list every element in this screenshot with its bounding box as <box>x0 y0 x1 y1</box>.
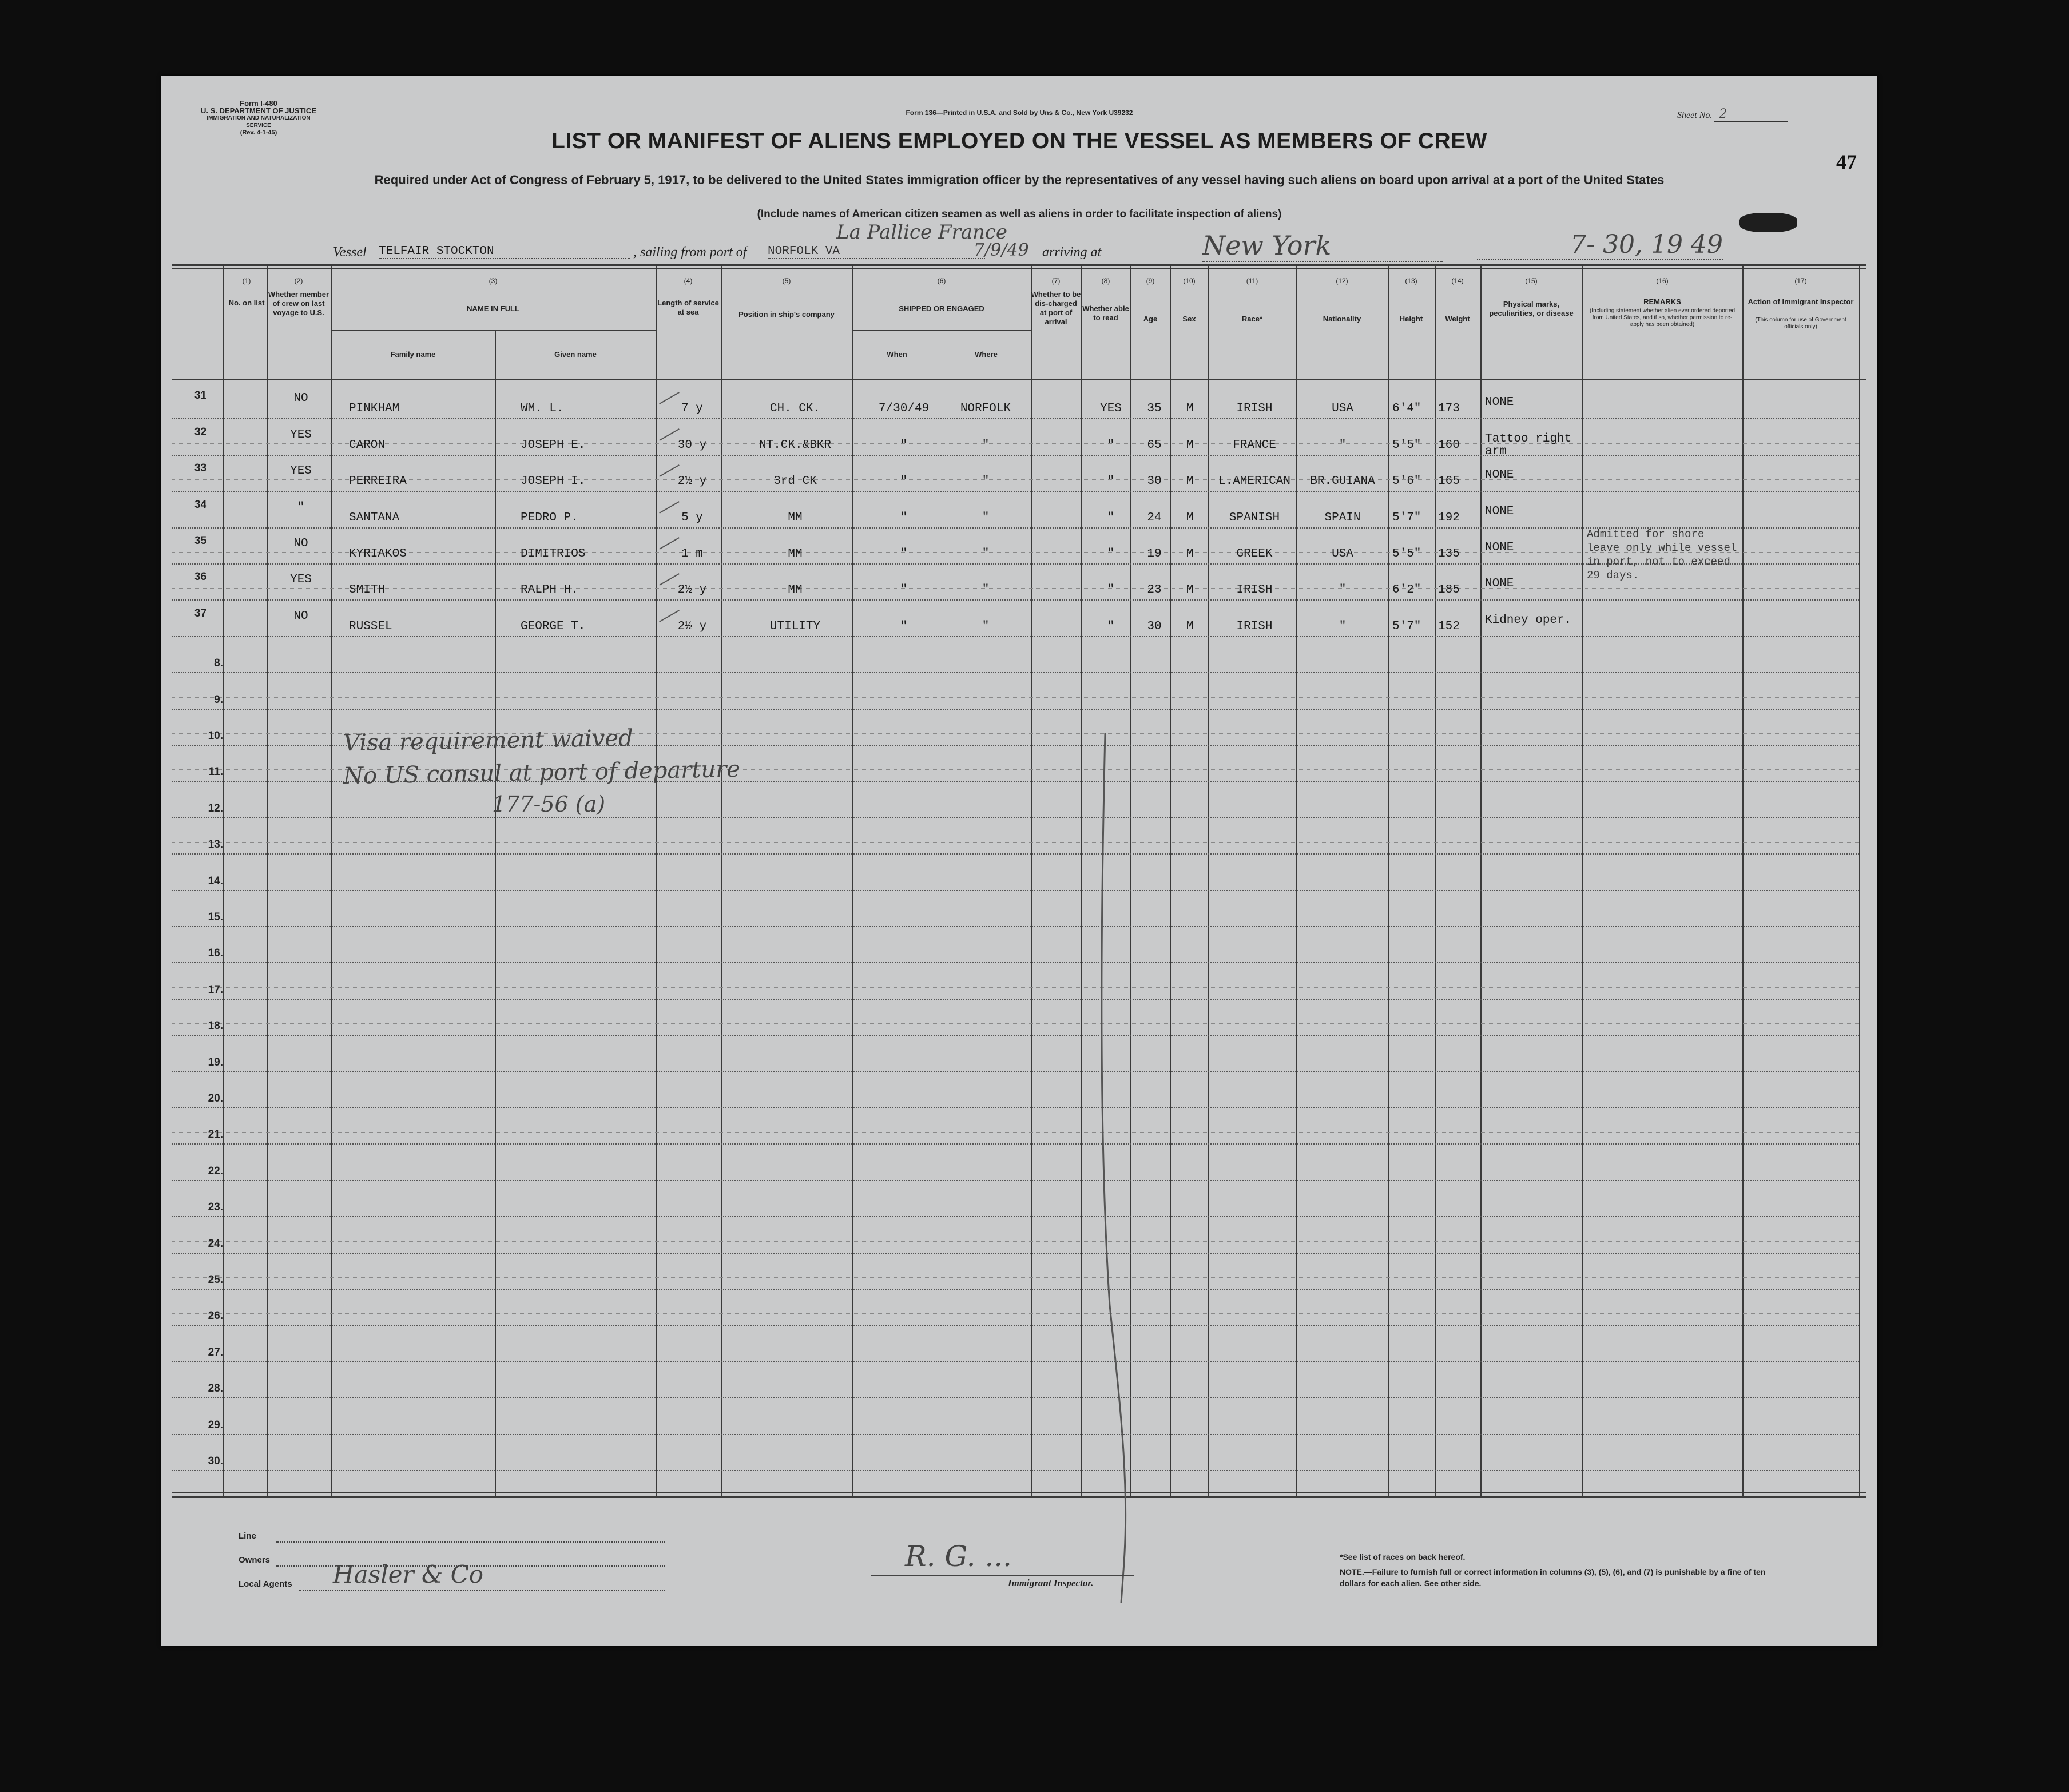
col-number: (13) <box>1405 277 1417 285</box>
crew-given: WM. L. <box>521 402 564 415</box>
crew-weight: 152 <box>1438 620 1460 633</box>
crew-where: " <box>982 620 990 633</box>
crew-race: GREEK <box>1236 547 1273 561</box>
crew-no: 32 <box>194 426 207 438</box>
row-rule <box>172 636 1859 637</box>
col-number: (5) <box>782 277 791 285</box>
crew-sex: M <box>1186 475 1194 488</box>
crew-read: " <box>1107 439 1115 452</box>
races-note: *See list of races on back hereof. <box>1340 1552 1466 1561</box>
vessel-label: Vessel <box>333 245 367 260</box>
crew-given: JOSEPH I. <box>521 475 586 488</box>
header-remarks: REMARKS <box>1643 297 1681 306</box>
col-number: (9) <box>1146 277 1155 285</box>
crew-last: YES <box>290 464 312 478</box>
crew-when: " <box>900 620 908 633</box>
crew-no: 37 <box>194 607 207 619</box>
row-number: 24. <box>208 1238 223 1250</box>
row-rule <box>172 1325 1859 1326</box>
row-number: 10. <box>208 730 223 742</box>
crew-race: SPANISH <box>1229 511 1280 525</box>
crew-given: PEDRO P. <box>521 511 578 525</box>
col-number: (4) <box>684 277 693 285</box>
header-able-to-read: Whether able to read <box>1082 304 1129 322</box>
sheet-label: Sheet No. <box>1677 110 1713 120</box>
sailing-port: NORFOLK VA <box>768 245 985 259</box>
include-note: (Include names of American citizen seamen as well as aliens in order to facilitate inspection of aliens) <box>757 208 1282 220</box>
crew-height: 5'6" <box>1392 475 1421 488</box>
crew-marks: NONE <box>1485 396 1514 409</box>
row-rule <box>172 1470 1859 1471</box>
crew-race: IRISH <box>1236 583 1273 597</box>
crew-where: " <box>982 511 990 525</box>
crew-where: " <box>982 583 990 597</box>
footer-owners-label: Owners <box>239 1555 271 1565</box>
header-position: Position in ship's company <box>738 310 835 319</box>
inspector-signature-line <box>871 1575 1134 1576</box>
row-number: 8. <box>214 657 223 669</box>
crew-position: MM <box>788 511 803 525</box>
pen-stroke <box>1075 733 1155 1608</box>
crew-weight: 165 <box>1438 475 1460 488</box>
row-number: 30. <box>208 1455 223 1467</box>
header-height: Height <box>1399 315 1423 323</box>
note-text: Failure to furnish full or correct information in columns (3), (5), (6), and (7) is punishable by a fine of ten dollars for each alien. See other side. <box>1340 1567 1766 1588</box>
header-shipped-or-engaged: SHIPPED OR ENGAGED <box>899 304 984 313</box>
crew-where: NORFOLK <box>960 402 1011 415</box>
row-rule <box>172 1216 1859 1217</box>
crew-nationality: " <box>1339 620 1347 633</box>
crew-race: L.AMERICAN <box>1218 475 1291 488</box>
crew-last: NO <box>293 610 308 623</box>
row-rule <box>172 1180 1859 1181</box>
row-rule <box>172 455 1859 456</box>
crew-family: SANTANA <box>349 511 400 525</box>
col-number: (2) <box>294 277 303 285</box>
crew-age: 19 <box>1147 547 1162 561</box>
crew-family: PERREIRA <box>349 475 407 488</box>
crew-last: NO <box>293 392 308 405</box>
crew-weight: 185 <box>1438 583 1460 597</box>
header-inspector-note: (This column for use of Government officials only) <box>1755 317 1846 330</box>
crew-race: IRISH <box>1236 620 1273 633</box>
service-name: IMMIGRATION AND NATURALIZATION SERVICE <box>206 115 311 129</box>
col-number: (7) <box>1051 277 1061 285</box>
row-number: 11. <box>208 766 223 778</box>
col-number: (8) <box>1101 277 1110 285</box>
col-number: (15) <box>1525 277 1538 285</box>
header-physical-marks: Physical marks, peculiarities, or disease <box>1489 300 1574 317</box>
crew-given: JOSEPH E. <box>521 439 586 452</box>
row-rule <box>172 1253 1859 1254</box>
row-subrule <box>172 842 1859 843</box>
header-remarks-note: (Including statement whether alien ever ordered deported from United States, and if so, whether permission to re-apply has been obtained) <box>1589 308 1736 328</box>
crew-given: DIMITRIOS <box>521 547 586 561</box>
col-number: (12) <box>1336 277 1348 285</box>
arriving-date-handwritten: 7- 30, 19 49 <box>1477 230 1723 260</box>
vessel-line <box>333 221 1740 269</box>
crew-when: " <box>900 511 908 525</box>
crew-last: YES <box>290 428 312 442</box>
row-number: 13. <box>208 839 223 851</box>
footer-line-field <box>276 1541 665 1543</box>
header-when: When <box>887 350 907 359</box>
row-rule <box>172 599 1859 601</box>
crew-weight: 135 <box>1438 547 1460 561</box>
remarks-stamp: Admitted for shore leave only while vessel in port, not to exceed 29 days. <box>1587 528 1737 582</box>
row-subrule <box>172 1277 1859 1278</box>
crew-age: 30 <box>1147 475 1162 488</box>
crew-position: CH. CK. <box>769 402 821 415</box>
crew-height: 5'5" <box>1392 439 1421 452</box>
ink-blot <box>1739 213 1797 232</box>
crew-no: 31 <box>194 390 207 402</box>
col-number: (3) <box>489 277 498 285</box>
crew-read: YES <box>1100 402 1122 415</box>
sheet-number <box>1677 107 1788 122</box>
col-number: (10) <box>1183 277 1196 285</box>
row-number: 21. <box>208 1129 223 1141</box>
header-sex: Sex <box>1182 315 1196 323</box>
crew-height: 5'7" <box>1392 511 1421 525</box>
revision-date: (Rev. 4-1-45) <box>240 129 277 136</box>
header-race: Race* <box>1241 315 1263 323</box>
col-number: (11) <box>1246 277 1258 285</box>
row-subrule <box>172 1132 1859 1133</box>
crew-where: " <box>982 475 990 488</box>
crew-service: 5 y <box>681 511 703 525</box>
row-rule <box>172 1143 1859 1145</box>
sailing-date-handwritten: 7/9/49 <box>974 240 1029 260</box>
crew-position: 3rd CK <box>773 475 817 488</box>
crew-when: " <box>900 439 908 452</box>
fine-note <box>1340 1566 1786 1589</box>
crew-given: RALPH H. <box>521 583 578 597</box>
crew-when: 7/30/49 <box>878 402 930 415</box>
handwritten-consul-note: No US consul at port of departure <box>343 756 741 790</box>
crew-no: 33 <box>194 462 207 474</box>
crew-read: " <box>1107 511 1115 525</box>
header-age: Age <box>1143 315 1158 323</box>
row-subrule <box>172 1023 1859 1024</box>
row-rule <box>172 1434 1859 1435</box>
row-number: 28. <box>208 1382 223 1394</box>
crew-position: MM <box>788 583 803 597</box>
crew-position: UTILITY <box>769 620 821 633</box>
crew-when: " <box>900 475 908 488</box>
row-rule <box>172 817 1859 818</box>
row-number: 12. <box>208 802 223 814</box>
header-length-of-service: Length of service at sea <box>657 299 719 316</box>
handwritten-section-note: 177-56 (a) <box>492 792 606 817</box>
crew-when: " <box>900 583 908 597</box>
arriving-label: arriving at <box>1042 245 1102 260</box>
crew-weight: 192 <box>1438 511 1460 525</box>
crew-last: " <box>297 501 305 514</box>
row-number: 26. <box>208 1310 223 1322</box>
crew-weight: 160 <box>1438 439 1460 452</box>
crew-weight: 173 <box>1438 402 1460 415</box>
crew-nationality: USA <box>1332 547 1353 561</box>
crew-age: 30 <box>1147 620 1162 633</box>
page-title: LIST OR MANIFEST OF ALIENS EMPLOYED ON THE VESSEL AS MEMBERS OF CREW <box>551 129 1487 153</box>
crew-sex: M <box>1186 511 1194 525</box>
crew-sex: M <box>1186 583 1194 597</box>
crew-nationality: " <box>1339 583 1347 597</box>
crew-read: " <box>1107 583 1115 597</box>
header-nationality: Nationality <box>1323 315 1361 323</box>
crew-last: NO <box>293 537 308 550</box>
crew-marks: NONE <box>1485 577 1514 590</box>
col-number: (16) <box>1656 277 1669 285</box>
crew-no: 35 <box>194 535 207 547</box>
row-number: 25. <box>208 1274 223 1286</box>
row-number: 18. <box>208 1020 223 1032</box>
crew-family: SMITH <box>349 583 386 597</box>
col-number: (6) <box>937 277 946 285</box>
crew-where: " <box>982 547 990 561</box>
requirement-text: Required under Act of Congress of February 5, 1917, to be delivered to the United States immigration officer by the representatives of any vessel having such aliens on board upon arrival at a port of the United States <box>374 173 1665 187</box>
header-where: Where <box>975 350 998 359</box>
form-number: Form I-480 <box>240 99 277 108</box>
header-discharged: Whether to be dis-charged at port of arrival <box>1031 290 1081 326</box>
crew-no: 36 <box>194 571 207 583</box>
crew-read: " <box>1107 547 1115 561</box>
col-number: (17) <box>1794 277 1807 285</box>
crew-height: 6'2" <box>1392 583 1421 597</box>
row-rule <box>172 890 1859 891</box>
crew-family: RUSSEL <box>349 620 392 633</box>
row-rule <box>172 418 1859 419</box>
crew-sex: M <box>1186 620 1194 633</box>
header-no-on-list: No. on list <box>228 299 265 307</box>
crew-where: " <box>982 439 990 452</box>
crew-age: 65 <box>1147 439 1162 452</box>
crew-read: " <box>1107 475 1115 488</box>
header-inspector-action: Action of Immigrant Inspector <box>1748 297 1854 306</box>
footer-agents-label: Local Agents <box>239 1579 292 1589</box>
row-number: 16. <box>208 947 223 959</box>
crew-family: KYRIAKOS <box>349 547 407 561</box>
row-rule <box>172 491 1859 492</box>
crew-sex: M <box>1186 402 1194 415</box>
row-rule <box>172 999 1859 1000</box>
crew-service: 2½ y <box>677 475 707 488</box>
crew-height: 6'4" <box>1392 402 1421 415</box>
crew-family: CARON <box>349 439 386 452</box>
crew-marks: Kidney oper. <box>1485 614 1572 627</box>
row-number: 23. <box>208 1201 223 1213</box>
row-number: 27. <box>208 1346 223 1358</box>
sailing-label: , sailing from port of <box>633 245 747 260</box>
col-number: (14) <box>1451 277 1464 285</box>
crew-marks: NONE <box>1485 468 1514 482</box>
row-subrule <box>172 697 1859 698</box>
footer-line-label: Line <box>239 1531 256 1541</box>
crew-nationality: BR.GUIANA <box>1310 475 1375 488</box>
crew-height: 5'7" <box>1392 620 1421 633</box>
header-weight: Weight <box>1445 315 1470 323</box>
row-number: 22. <box>208 1165 223 1177</box>
crew-marks: Tattoo right arm <box>1485 432 1572 458</box>
col-number: (1) <box>242 277 251 285</box>
row-subrule <box>172 1241 1859 1242</box>
crew-family: PINKHAM <box>349 402 400 415</box>
crew-age: 23 <box>1147 583 1162 597</box>
row-number: 19. <box>208 1056 223 1068</box>
header-family-name: Family name <box>390 350 436 359</box>
row-number: 20. <box>208 1092 223 1104</box>
crew-sex: M <box>1186 439 1194 452</box>
crew-nationality: SPAIN <box>1324 511 1361 525</box>
row-rule <box>172 1397 1859 1398</box>
row-rule <box>172 853 1859 855</box>
crew-when: " <box>900 547 908 561</box>
crew-position: NT.CK.&BKR <box>758 439 832 452</box>
crew-position: MM <box>788 547 803 561</box>
row-number: 29. <box>208 1419 223 1431</box>
crew-height: 5'5" <box>1392 547 1421 561</box>
row-rule <box>172 1107 1859 1108</box>
sheet-value: 2 <box>1714 107 1788 122</box>
vessel-name: TELFAIR STOCKTON <box>379 245 630 259</box>
page-number: 47 <box>1836 150 1857 173</box>
crew-race: FRANCE <box>1233 439 1276 452</box>
row-number: 9. <box>214 694 223 706</box>
row-rule <box>172 672 1859 673</box>
crew-nationality: USA <box>1332 402 1353 415</box>
sailing-port-handwritten: La Pallice France <box>836 221 1008 244</box>
row-rule <box>172 1035 1859 1036</box>
row-rule <box>172 962 1859 963</box>
crew-read: " <box>1107 620 1115 633</box>
crew-service: 30 y <box>677 439 707 452</box>
header-name-in-full: NAME IN FULL <box>467 304 519 313</box>
header-given-name: Given name <box>554 350 597 359</box>
crew-sex: M <box>1186 547 1194 561</box>
manifest-sheet <box>161 76 1877 1646</box>
header-last-voyage: Whether member of crew on last voyage to U.S. <box>268 290 329 317</box>
crew-no: 34 <box>194 499 207 511</box>
row-rule <box>172 1361 1859 1362</box>
arriving-port-handwritten: New York <box>1202 230 1443 262</box>
crew-service: 2½ y <box>677 620 707 633</box>
crew-nationality: " <box>1339 439 1347 452</box>
row-rule <box>172 1071 1859 1072</box>
crew-given: GEORGE T. <box>521 620 586 633</box>
row-rule <box>172 926 1859 927</box>
row-rule <box>172 1289 1859 1290</box>
crew-race: IRISH <box>1236 402 1273 415</box>
crew-service: 2½ y <box>677 583 707 597</box>
table-body <box>172 264 1866 1497</box>
printer-note: Form 136—Printed in U.S.A. and Sold by Uns & Co., New York U39232 <box>906 109 1133 117</box>
crew-table <box>172 264 1866 1568</box>
crew-marks: NONE <box>1485 541 1514 554</box>
crew-service: 7 y <box>681 402 703 415</box>
crew-age: 35 <box>1147 402 1162 415</box>
row-subrule <box>172 987 1859 988</box>
crew-marks: NONE <box>1485 505 1514 518</box>
department-name: U. S. DEPARTMENT OF JUSTICE <box>201 106 316 115</box>
row-rule <box>172 709 1859 710</box>
row-number: 14. <box>208 875 223 887</box>
footer-agents-field <box>299 1590 665 1591</box>
row-subrule <box>172 1313 1859 1314</box>
note-label: NOTE.— <box>1340 1567 1372 1576</box>
row-number: 15. <box>208 911 223 923</box>
crew-last: YES <box>290 573 312 586</box>
inspector-label: Immigrant Inspector. <box>1008 1578 1094 1588</box>
row-number: 17. <box>208 984 223 996</box>
crew-age: 24 <box>1147 511 1162 525</box>
agents-signature: Hasler & Co <box>333 1560 484 1588</box>
crew-service: 1 m <box>681 547 703 561</box>
inspector-signature: R. G. ... <box>905 1540 1012 1573</box>
handwritten-visa-note: Visa requirement waived <box>343 725 634 757</box>
